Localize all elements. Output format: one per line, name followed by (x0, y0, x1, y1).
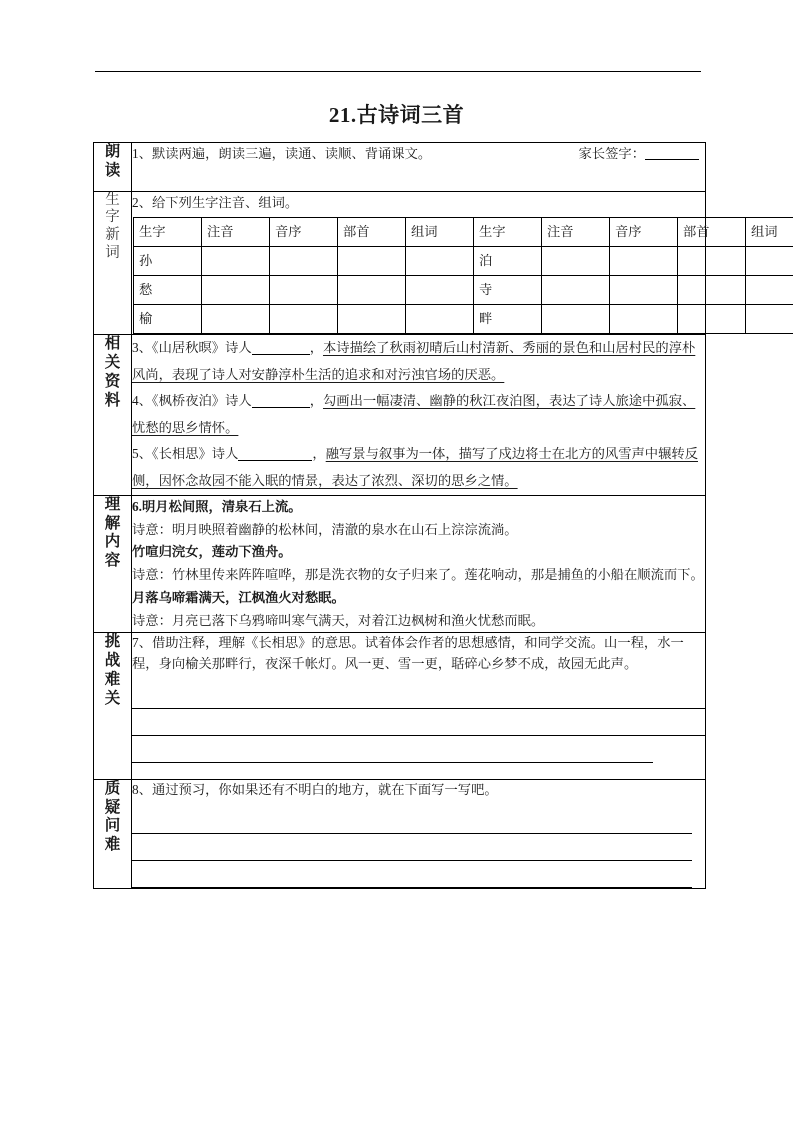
parent-signature-label: 家长签字： (578, 146, 645, 161)
table-row (134, 305, 793, 334)
section-label-vocabulary (94, 191, 132, 335)
material-item-4-number: 4、 (132, 393, 152, 409)
vocab-cell-word[interactable] (406, 276, 474, 305)
vocab-cell-initial[interactable] (610, 247, 678, 276)
material-item-5 (132, 441, 705, 494)
vocabulary-table (133, 217, 793, 334)
section-row-materials (94, 335, 706, 496)
material-item-5-comma: ， (312, 446, 326, 462)
material-item-5-description: 融写景与叙事为一体，描写了戍边将士在北方的风雪声中辗转反侧，因怀念故园不能入眠的情景，表达了浓烈、深切的思乡之情。 (132, 446, 698, 489)
section-label-challenge (94, 633, 132, 779)
material-item-4-blank[interactable] (252, 407, 310, 408)
vocab-header-cell: 注音 (202, 218, 270, 247)
vocab-cell-word[interactable] (406, 305, 474, 334)
section-label-questions-char-2: 疑 (104, 798, 121, 816)
vocab-cell-character: 榆 (134, 305, 202, 334)
vocab-cell-word[interactable] (746, 247, 793, 276)
vocab-cell-radical[interactable] (338, 305, 406, 334)
section-body-materials (132, 335, 706, 496)
vocab-cell-character: 孙 (134, 247, 202, 276)
task-1-text: 1、默读两遍，朗读三遍，读通、读顺、背诵课文。 (132, 146, 432, 161)
section-body-comprehension (132, 495, 706, 633)
section-label-reading-char-1: 朗 (104, 143, 121, 160)
vocab-header-cell: 部首 (678, 218, 746, 247)
vocab-cell-initial[interactable] (270, 247, 338, 276)
section-row-reading (94, 143, 706, 192)
vocab-cell-pinyin[interactable] (542, 276, 610, 305)
section-label-materials-char-4: 料 (104, 391, 121, 409)
vocab-cell-pinyin[interactable] (202, 305, 270, 334)
vocab-cell-radical[interactable] (338, 276, 406, 305)
section-label-vocabulary-char-2: 字 (105, 209, 120, 226)
section-label-reading-char-2: 读 (104, 161, 121, 179)
questions-answer-lines (132, 807, 705, 888)
vocab-header-cell: 注音 (542, 218, 610, 247)
material-item-5-number: 5、 (132, 446, 152, 462)
vocab-cell-initial[interactable] (270, 276, 338, 305)
material-item-5-prefix: 《长相思》诗人 (151, 446, 239, 462)
section-body-questions (132, 779, 706, 889)
section-label-comprehension-char-1: 理 (104, 495, 121, 513)
section-label-materials (94, 335, 132, 496)
section-label-challenge-char-3: 难 (104, 671, 121, 689)
table-row (134, 247, 793, 276)
material-item-4-description: 勾画出一幅凄清、幽静的秋江夜泊图，表达了诗人旅途中孤寂、忧愁的思乡情怀。 (132, 393, 696, 435)
section-body-challenge (132, 633, 706, 779)
material-item-4-prefix: 《枫桥夜泊》诗人 (151, 393, 252, 409)
section-label-comprehension (94, 495, 132, 633)
section-label-vocabulary-char-3: 新 (105, 226, 120, 243)
section-row-comprehension (94, 495, 706, 633)
vocab-header-cell: 部首 (338, 218, 406, 247)
material-item-3-blank[interactable] (252, 354, 310, 355)
vocab-cell-character: 畔 (474, 305, 542, 334)
reading-spacer (132, 165, 705, 191)
task-2-text: 2、给下列生字注音、组词。 (132, 194, 299, 210)
vocab-cell-character: 寺 (474, 276, 542, 305)
section-label-materials-char-3: 资 (104, 372, 121, 390)
parent-signature-group (579, 143, 699, 165)
vocab-cell-initial[interactable] (270, 305, 338, 334)
section-label-materials-char-2: 关 (104, 353, 121, 371)
vocab-cell-radical[interactable] (338, 247, 406, 276)
poem-line-3: 月落乌啼霜满天，江枫渔火对愁眠。 (132, 589, 345, 605)
vocab-cell-pinyin[interactable] (542, 305, 610, 334)
vocab-cell-initial[interactable] (610, 305, 678, 334)
material-item-4-comma: ， (309, 393, 323, 409)
material-item-3-description: 本诗描绘了秋雨初晴后山村清新、秀丽的景色和山居村民的淳朴风尚，表现了诗人对安静淳朴生活的追求和对污浊官场的厌恶。 (132, 340, 696, 382)
section-body-vocabulary (132, 191, 778, 335)
section-label-vocabulary-char-4: 词 (105, 244, 120, 261)
answer-line[interactable] (132, 861, 692, 888)
vocab-header-cell: 音序 (610, 218, 678, 247)
material-item-3-number: 3、 (132, 340, 152, 356)
section-label-questions-char-1: 质 (104, 779, 121, 797)
section-label-reading (94, 143, 132, 192)
answer-line[interactable] (132, 682, 706, 709)
challenge-spacer (132, 763, 705, 779)
poem-meaning-1: 诗意：明月映照着幽静的松林间，清澈的泉水在山石上淙淙流淌。 (132, 521, 518, 537)
vocab-header-cell: 组词 (746, 218, 793, 247)
vocab-cell-character: 愁 (134, 276, 202, 305)
vocab-cell-radical[interactable] (678, 276, 746, 305)
material-item-4 (132, 388, 705, 441)
answer-line[interactable] (132, 709, 706, 736)
vocab-cell-initial[interactable] (610, 276, 678, 305)
header-rule (95, 71, 701, 72)
section-label-challenge-char-4: 关 (104, 690, 121, 708)
vocab-cell-word[interactable] (746, 305, 793, 334)
challenge-answer-lines (132, 682, 705, 763)
section-row-challenge (94, 633, 706, 779)
answer-line[interactable] (132, 807, 692, 834)
section-label-questions-char-3: 问 (104, 817, 121, 835)
vocab-cell-pinyin[interactable] (202, 247, 270, 276)
section-label-challenge-char-1: 挑 (104, 633, 121, 651)
vocab-header-cell: 生字 (134, 218, 202, 247)
poem-meaning-2: 诗意：竹林里传来阵阵喧哗，那是洗衣物的女子归来了。莲花响动，那是捕鱼的小船在顺流而下。 (132, 567, 704, 583)
vocab-cell-word[interactable] (406, 247, 474, 276)
poem-line-2: 竹喧归浣女，莲动下渔舟。 (132, 544, 292, 560)
table-header-row (134, 218, 793, 247)
parent-signature-blank[interactable] (645, 159, 699, 160)
vocab-cell-radical[interactable] (678, 247, 746, 276)
section-label-challenge-char-2: 战 (104, 652, 121, 670)
vocab-header-cell: 组词 (406, 218, 474, 247)
material-item-3 (132, 335, 705, 388)
material-item-3-prefix: 《山居秋暝》诗人 (151, 340, 252, 356)
section-row-vocabulary (94, 191, 706, 335)
table-row (134, 276, 793, 305)
poem-meaning-3: 诗意：月亮已落下乌鸦啼叫寒气满天，对着江边枫树和渔火忧愁而眠。 (132, 612, 545, 628)
section-label-vocabulary-char-1: 生 (105, 191, 120, 208)
section-label-questions-char-4: 难 (104, 836, 121, 854)
task-7-text: 7、借助注释，理解《长相思》的意思。试着体会作者的思想感情，和同学交流。山一程，水一程，身向榆关那畔行，夜深千帐灯。风一更、雪一更，聒碎心乡梦不成，故园无此声。 (132, 635, 684, 672)
section-label-comprehension-char-2: 解 (104, 514, 121, 532)
page-title: 21.古诗词三首 (328, 103, 465, 127)
vocab-header-cell: 生字 (474, 218, 542, 247)
material-item-3-comma: ， (309, 340, 323, 356)
worksheet-table (93, 142, 778, 889)
material-item-5-blank[interactable] (238, 460, 312, 461)
vocab-cell-radical[interactable] (678, 305, 746, 334)
section-label-comprehension-char-3: 内 (104, 533, 121, 551)
vocab-cell-word[interactable] (746, 276, 793, 305)
poem-line-1: 6.明月松间照，清泉石上流。 (132, 498, 302, 514)
vocab-header-cell: 音序 (270, 218, 338, 247)
vocab-cell-character: 泊 (474, 247, 542, 276)
section-label-comprehension-char-4: 容 (104, 552, 121, 570)
vocab-cell-pinyin[interactable] (202, 276, 270, 305)
section-body-reading (132, 143, 706, 192)
vocab-cell-pinyin[interactable] (542, 247, 610, 276)
section-row-questions (94, 779, 706, 889)
answer-line[interactable] (132, 736, 653, 763)
section-label-questions (94, 779, 132, 889)
answer-line[interactable] (132, 834, 692, 861)
section-label-materials-char-1: 相 (104, 335, 121, 353)
task-8-text: 8、通过预习，你如果还有不明白的地方，就在下面写一写吧。 (132, 781, 498, 797)
